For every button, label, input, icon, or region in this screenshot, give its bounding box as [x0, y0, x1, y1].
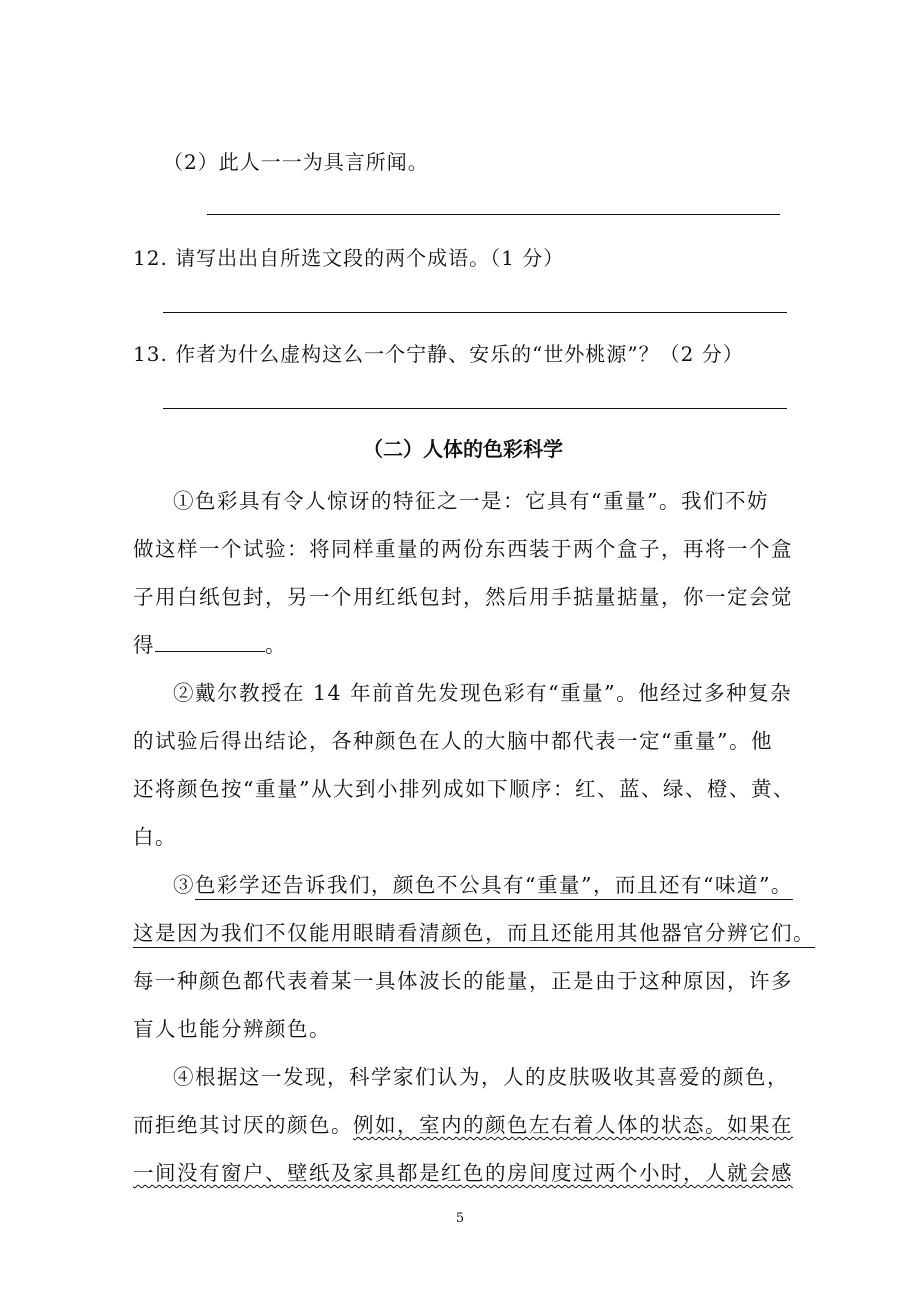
paragraph-3-line-2	[133, 916, 815, 946]
wavy-underlined-sentence-part-1: 例如，室内的颜色左右着人体的状态。如果在	[353, 1113, 793, 1137]
paragraph-2-line-2: 的试验后得出结论，各种颜色在人的大脑中都代表一定“重量”。他	[133, 729, 773, 753]
paragraph-1-line-2: 做这样一个试验：将同样重量的两份东西装于两个盒子，再将一个盒	[133, 537, 793, 561]
paragraph-2-line-3: 还将颜色按“重量”从大到小排列成如下顺序：红、蓝、绿、橙、黄、	[133, 777, 795, 801]
paragraph-2-line-4: 白。	[133, 825, 177, 849]
paragraph-4-line-3	[133, 1156, 793, 1186]
underlined-sentence-part-2: 这是因为我们不仅能用眼睛看清颜色，而且还能用其他器官分辨它们。	[133, 921, 815, 948]
paragraph-2-line-1: ②戴尔教授在 14 年前首先发现色彩有“重量”。他经过多种复杂	[173, 681, 793, 705]
answer-line-12	[163, 312, 787, 313]
paragraph-3-number: ③	[173, 873, 195, 897]
question-13: 13. 作者为什么虚构这么一个宁静、安乐的“世外桃源”？（2 分）	[133, 342, 744, 366]
paragraph-3-line-3: 每一种颜色都代表着某一具体波长的能量，正是由于这种原因，许多	[133, 969, 793, 993]
wavy-underlined-sentence-part-2: 一间没有窗户、壁纸及家具都是红色的房间度过两个小时，人就会感	[133, 1161, 793, 1185]
question-12: 12. 请写出出自所选文段的两个成语。（1 分）	[133, 246, 565, 270]
section-title: （二）人体的色彩科学	[363, 437, 563, 461]
answer-line-11	[207, 214, 780, 215]
paragraph-1-line-4	[133, 628, 287, 658]
paragraph-1-line-1: ①色彩具有令人惊讶的特征之一是：它具有“重量”。我们不妨	[173, 489, 769, 513]
page-number: 5	[455, 1211, 465, 1226]
fill-blank[interactable]	[155, 633, 265, 652]
paragraph-1-line-4-end: 。	[265, 633, 287, 657]
paragraph-4-line-1: ④根据这一发现，科学家们认为，人的皮肤吸收其喜爱的颜色，	[173, 1065, 789, 1089]
question-11-item-2: （2）此人一一为具言所闻。	[163, 150, 429, 174]
paragraph-1-line-3: 子用白纸包封，另一个用红纸包封，然后用手掂量掂量，你一定会觉	[133, 585, 793, 609]
paragraph-1-line-4-text: 得	[133, 633, 155, 657]
paragraph-3-line-4: 盲人也能分辨颜色。	[133, 1017, 331, 1041]
paragraph-3-line-1	[173, 868, 793, 898]
answer-line-13	[163, 408, 787, 409]
paragraph-4-line-2-text: 而拒绝其讨厌的颜色。	[133, 1113, 353, 1137]
paragraph-4-line-2	[133, 1108, 793, 1138]
underlined-sentence-part-1: 色彩学还告诉我们，颜色不公具有“重量”，而且还有“味道”。	[195, 873, 793, 900]
